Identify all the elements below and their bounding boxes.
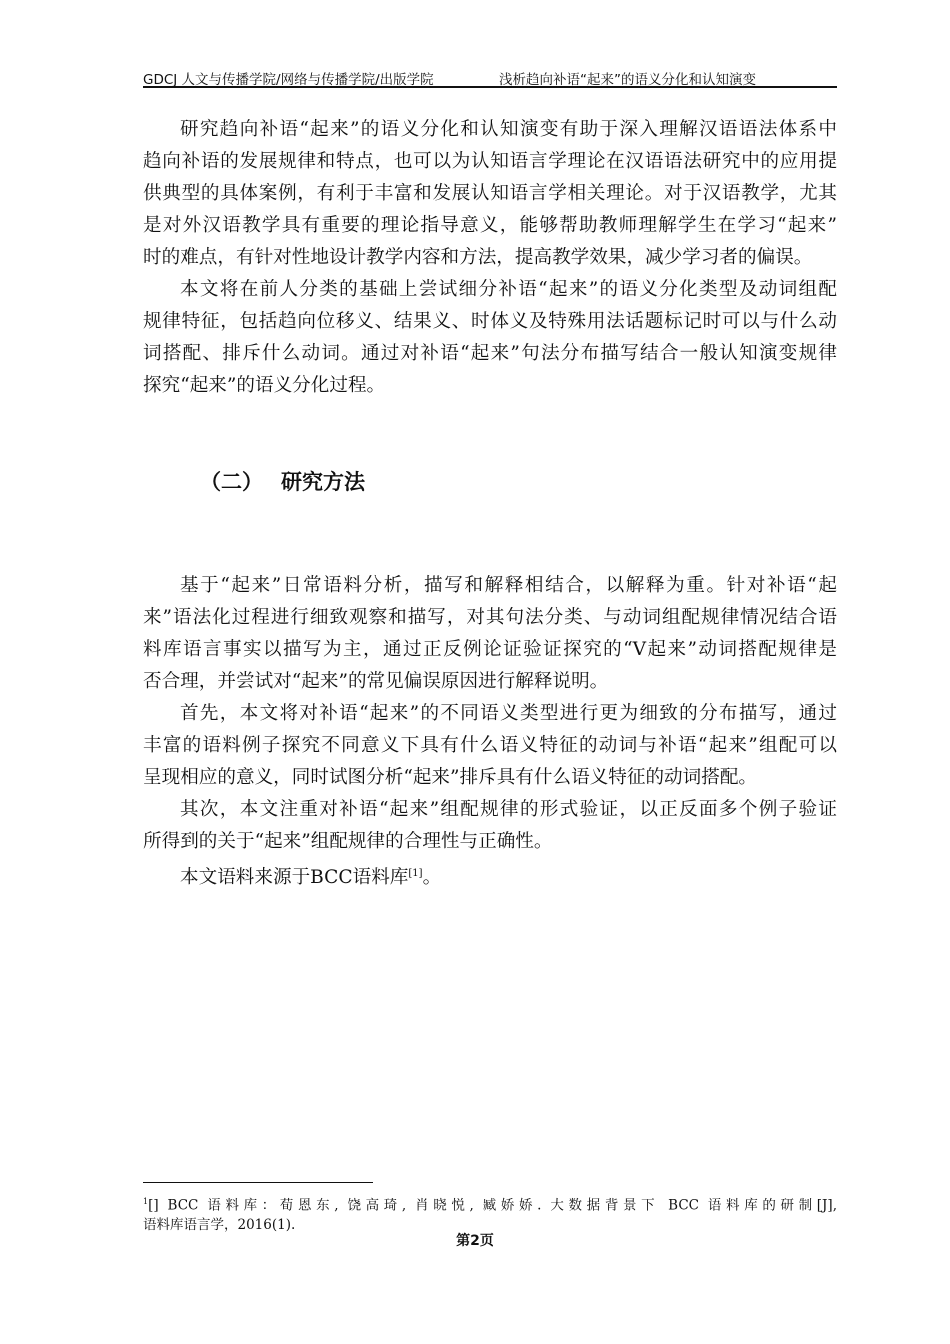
paragraph-line: 料库语言事实以描写为主，通过正反例论证验证探究的“V起来”动词搭配规律是 xyxy=(143,639,837,660)
section-title: 研究方法 xyxy=(281,470,365,494)
paragraph-line: 探究“起来”的语义分化过程。 xyxy=(143,375,386,396)
paragraph xyxy=(143,274,837,402)
paragraph xyxy=(143,570,837,698)
paragraph-line: 呈现相应的意义，同时试图分析“起来”排斥具有什么语义特征的动词搭配。 xyxy=(143,767,758,788)
section-heading xyxy=(200,466,383,496)
header-title: 浅析趋向补语“起来”的语义分化和认知演变 xyxy=(499,72,756,88)
footnote-mark: 1 xyxy=(143,1197,149,1206)
footnote-divider xyxy=(143,1182,373,1183)
footnote-text: [] BCC 语料库：荀恩东, 饶高琦, 肖晓悦, 臧娇娇. 大数据背景下 BCC 语料库的研制[J], xyxy=(148,1197,837,1214)
page-header xyxy=(143,66,837,88)
paragraph-line: 是对外汉语教学具有重要的理论指导意义，能够帮助教师理解学生在学习“起来” xyxy=(143,215,837,236)
paragraph-line: 其次，本文注重对补语“起来”组配规律的形式验证，以正反面多个例子验证 xyxy=(180,799,837,820)
source-text: 本文语料来源于BCC语料库 xyxy=(180,867,409,889)
paragraph xyxy=(143,114,837,274)
footnote xyxy=(143,1192,837,1235)
paragraph-line xyxy=(143,858,837,890)
paragraph-line: 研究趋向补语“起来”的语义分化和认知演变有助于深入理解汉语语法体系中 xyxy=(180,119,837,140)
paragraph-line: 词搭配、排斥什么动词。通过对补语“起来”句法分布描写结合一般认知演变规律 xyxy=(143,343,837,364)
paragraph-line: 供典型的具体案例，有利于丰富和发展认知语言学相关理论。对于汉语教学，尤其 xyxy=(143,183,837,204)
header-institution: GDCJ 人文与传播学院/网络与传播学院/出版学院 xyxy=(143,72,434,88)
footnote-reference[interactable]: [1] xyxy=(408,868,423,879)
paragraph-line: 时的难点，有针对性地设计教学内容和方法，提高教学效果，减少学习者的偏误。 xyxy=(143,247,813,268)
paragraph-line: 本文将在前人分类的基础上尝试细分补语“起来”的语义分化类型及动词组配 xyxy=(180,279,837,300)
paragraph xyxy=(143,794,837,858)
page-number: 第2页 xyxy=(456,1233,494,1249)
paragraph-line: 首先，本文将对补语“起来”的不同语义类型进行更为细致的分布描写，通过 xyxy=(180,703,837,724)
paragraph-line: 所得到的关于“起来”组配规律的合理性与正确性。 xyxy=(143,831,553,852)
paragraph-line: 基于“起来”日常语料分析，描写和解释相结合，以解释为重。针对补语“起 xyxy=(180,575,837,596)
period: 。 xyxy=(422,867,442,889)
paragraph-line: 丰富的语料例子探究不同意义下具有什么语义特征的动词与补语“起来”组配可以 xyxy=(143,735,837,756)
section-number: （二） xyxy=(200,470,263,494)
paragraph-line: 规律特征，包括趋向位移义、结果义、时体义及特殊用法话题标记时可以与什么动 xyxy=(143,311,837,332)
paragraph xyxy=(143,698,837,794)
footnote-line: 语料库语言学，2016(1). xyxy=(143,1216,296,1233)
footnote-line xyxy=(143,1192,837,1216)
paragraph-line: 趋向补语的发展规律和特点，也可以为认知语言学理论在汉语语法研究中的应用提 xyxy=(143,151,837,172)
paragraph-source xyxy=(143,858,837,890)
paragraph-line: 来”语法化过程进行细致观察和描写，对其句法分类、与动词组配规律情况结合语 xyxy=(143,607,837,628)
paragraph-line: 否合理，并尝试对“起来”的常见偏误原因进行解释说明。 xyxy=(143,671,609,692)
